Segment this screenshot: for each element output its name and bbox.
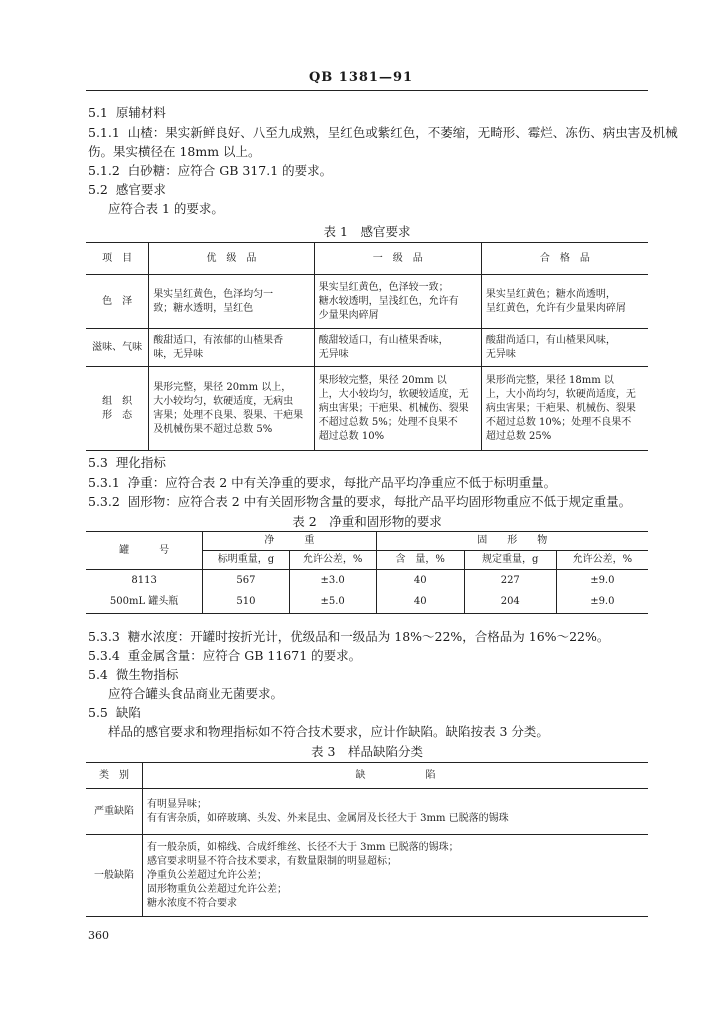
table2-caption: 表 2 净重和固形物的要求 <box>292 514 442 529</box>
cell-line: 酸甜适口，有浓郁的山楂果香 <box>153 334 284 346</box>
table-cell <box>149 367 315 451</box>
table-header-cell: 合 格 品 <box>481 243 648 275</box>
table3-caption: 表 3 样品缺陷分类 <box>311 744 423 759</box>
section-5-3-2 <box>88 493 631 510</box>
cell-line: 果实呈红黄色，色泽均匀一 <box>153 288 274 300</box>
table-cell <box>143 789 649 835</box>
table-header-row <box>86 763 648 789</box>
paragraph-text: 糖水浓度：开罐时按折光计，优级品和一级品为 18%～22%，合格品为 16%～22%。 <box>127 629 610 644</box>
table-cell-item: 色 泽 <box>86 275 149 329</box>
paragraph-text: 样品的感官要求和物理指标如不符合技术要求，应计作缺陷。缺陷按表 3 分类。 <box>108 724 549 739</box>
cell-line: 果形尚完整，果径 18mm 以 <box>485 374 614 386</box>
cell-line: 味，无异味 <box>153 348 204 360</box>
table-header-cell: 标明重量，g <box>203 551 289 570</box>
table-cell: 227 <box>464 570 556 592</box>
table-header-cell: 含 量，% <box>376 551 464 570</box>
cell-line: 病虫害果；干疤果、机械伤、裂果 <box>318 402 469 414</box>
table-cell <box>314 367 481 451</box>
table-cell: 510 <box>203 592 289 614</box>
table-header-cell: 缺 陷 <box>143 763 649 789</box>
table-cell <box>143 835 649 917</box>
table-cell: 40 <box>376 592 464 614</box>
section-5-1-1 <box>88 124 678 141</box>
section-number: 5.1 <box>88 105 108 120</box>
section-title: 缺陷 <box>115 705 141 720</box>
section-title: 感官要求 <box>115 182 166 197</box>
section-5-3 <box>88 454 166 471</box>
table-cell-category: 一般缺陷 <box>86 835 143 917</box>
table-cell <box>314 329 481 367</box>
table-header-cell: 净 重 <box>203 532 376 551</box>
cell-line: 呈红黄色，允许有少量果肉碎屑 <box>485 302 626 314</box>
table-cell: ±5.0 <box>289 592 376 614</box>
section-5-3-3 <box>88 628 609 645</box>
section-5-1-2 <box>88 162 332 179</box>
table3 <box>86 762 648 917</box>
paragraph-text: 重金属含量：应符合 GB 11671 的要求。 <box>127 648 362 663</box>
section-number: 5.1.1 <box>88 125 120 140</box>
table-cell: ±9.0 <box>556 570 648 592</box>
section-number: 5.3.4 <box>88 648 120 663</box>
table-cell <box>149 329 315 367</box>
section-5-3-4 <box>88 647 361 664</box>
table-cell <box>481 329 648 367</box>
table-header-cell: 一 级 品 <box>314 243 481 275</box>
table-header-cell: 规定重量，g <box>464 551 556 570</box>
table-cell: 40 <box>376 570 464 592</box>
cell-line: 果形较完整，果径 20mm 以 <box>318 374 447 386</box>
table-cell <box>149 275 315 329</box>
section-5-2 <box>88 181 166 198</box>
cell-line: 不超过总数 5%；处理不良果不 <box>318 416 458 428</box>
table-cell <box>481 275 648 329</box>
table-header-cell: 优 级 品 <box>149 243 315 275</box>
table-row <box>86 367 648 451</box>
cell-line: 酸甜较适口，有山楂果香味， <box>318 334 449 346</box>
table-cell: 500mL 罐头瓶 <box>86 592 203 614</box>
table-cell <box>314 275 481 329</box>
cell-line: 酸甜尚适口，有山楂果风味， <box>485 334 616 346</box>
cell-line: 大小较均匀，软硬适度，无病虫 <box>153 395 294 407</box>
page-header: QB 1381—91 <box>308 70 414 85</box>
section-number: 5.1.2 <box>88 163 120 178</box>
defect-item: 感官要求明显不符合技术要求，有数量限制的明显超标； <box>147 855 397 867</box>
section-number: 5.3.3 <box>88 629 120 644</box>
table-header-cell: 允许公差，% <box>289 551 376 570</box>
paragraph-text: 白砂糖：应符合 GB 317.1 的要求。 <box>127 163 333 178</box>
table-cell-item: 滋味、气味 <box>86 329 149 367</box>
cell-line: 不超过总数 10%；处理不良果不 <box>485 416 632 428</box>
cell-line: 上，大小尚均匀，软硬尚适度，无 <box>485 388 636 400</box>
table-cell: ±3.0 <box>289 570 376 592</box>
cell-line: 上，大小较均匀，软硬较适度，无 <box>318 388 469 400</box>
defect-item: 净重负公差超过允许公差； <box>147 869 267 881</box>
table2 <box>86 531 648 614</box>
paragraph-text: 应符合罐头食品商业无菌要求。 <box>108 686 284 701</box>
section-5-5 <box>88 704 141 721</box>
defect-item: 有明显异味； <box>147 798 207 810</box>
defect-item: 糖水浓度不符合要求 <box>147 897 237 909</box>
table-cell: ±9.0 <box>556 592 648 614</box>
cell-line: 病虫害果；干疤果、机械伤、裂果 <box>485 402 636 414</box>
table-row <box>86 570 648 592</box>
paragraph-line: 山楂：果实新鲜良好、八至九成熟，呈红色或紫红色，不萎缩，无畸形、霉烂、冻伤、病虫害及机械 <box>127 125 678 140</box>
defect-item: 固形物重负公差超过允许公差； <box>147 883 287 895</box>
table-header-cell: 类 别 <box>86 763 143 789</box>
table-header-cell: 项 目 <box>86 243 149 275</box>
cell-line: 超过总数 25% <box>485 430 552 442</box>
table-header-row <box>86 243 648 275</box>
table-header-cell: 固 形 物 <box>376 532 648 551</box>
section-number: 5.4 <box>88 667 108 682</box>
paragraph-text: 应符合表 1 的要求。 <box>108 201 224 216</box>
paragraph-line: 伤。果实横径在 18mm 以上。 <box>88 144 261 159</box>
table-row <box>86 329 648 367</box>
paragraph-text: 固形物：应符合表 2 中有关固形物含量的要求，每批产品平均固形物重应不低于规定重量。 <box>127 494 632 509</box>
cell-line: 无异味 <box>485 348 516 360</box>
section-title: 理化指标 <box>115 455 166 470</box>
section-5-3-1 <box>88 474 556 491</box>
section-number: 5.5 <box>88 705 108 720</box>
cell-line: 果实呈红黄色；糖水尚透明， <box>485 288 616 300</box>
table-header-row <box>86 532 648 551</box>
table-row <box>86 275 648 329</box>
section-number: 5.2 <box>88 182 108 197</box>
table-cell: 567 <box>203 570 289 592</box>
table-header-cell: 罐 号 <box>86 532 203 570</box>
section-5-4 <box>88 666 178 683</box>
cell-line: 果形完整，果径 20mm 以上， <box>153 381 292 393</box>
cell-line: 及机械伤果不超过总数 5% <box>153 423 273 435</box>
table-cell <box>481 367 648 451</box>
table-cell-item: 组 织 形 态 <box>86 367 149 451</box>
cell-line: 超过总数 10% <box>318 430 385 442</box>
cell-line: 糖水较透明，呈浅红色，允许有 <box>318 295 459 307</box>
defect-item: 有一般杂质，如棉线、合成纤维丝、长径不大于 3mm 已脱落的锡珠； <box>147 841 459 853</box>
table1 <box>86 242 648 451</box>
table-row <box>86 789 648 835</box>
table-row <box>86 592 648 614</box>
table-cell: 204 <box>464 592 556 614</box>
cell-line: 果实呈红黄色，色泽较一致； <box>318 281 449 293</box>
section-number: 5.3 <box>88 455 108 470</box>
table-header-cell: 允许公差，% <box>556 551 648 570</box>
table1-caption: 表 1 感官要求 <box>323 224 411 239</box>
cell-line: 少量果肉碎屑 <box>318 309 379 321</box>
cell-line: 无异味 <box>318 348 349 360</box>
section-number: 5.3.2 <box>88 494 120 509</box>
header-rule <box>86 90 648 91</box>
table-row <box>86 835 648 917</box>
defect-item: 有有害杂质，如碎玻璃、头发、外来昆虫、金属屑及长径大于 3mm 已脱落的锡珠 <box>147 812 509 824</box>
section-title: 原辅材料 <box>115 105 166 120</box>
table-cell-category: 严重缺陷 <box>86 789 143 835</box>
section-5-1 <box>88 104 166 121</box>
cell-line: 害果；处理不良果、裂果、干疤果 <box>153 409 304 421</box>
table-cell: 8113 <box>86 570 203 592</box>
paragraph-text: 净重：应符合表 2 中有关净重的要求，每批产品平均净重应不低于标明重量。 <box>127 475 557 490</box>
section-title: 微生物指标 <box>115 667 179 682</box>
section-number: 5.3.1 <box>88 475 120 490</box>
cell-line: 致；糖水透明，呈红色 <box>153 302 254 314</box>
page-number: 360 <box>88 929 109 942</box>
